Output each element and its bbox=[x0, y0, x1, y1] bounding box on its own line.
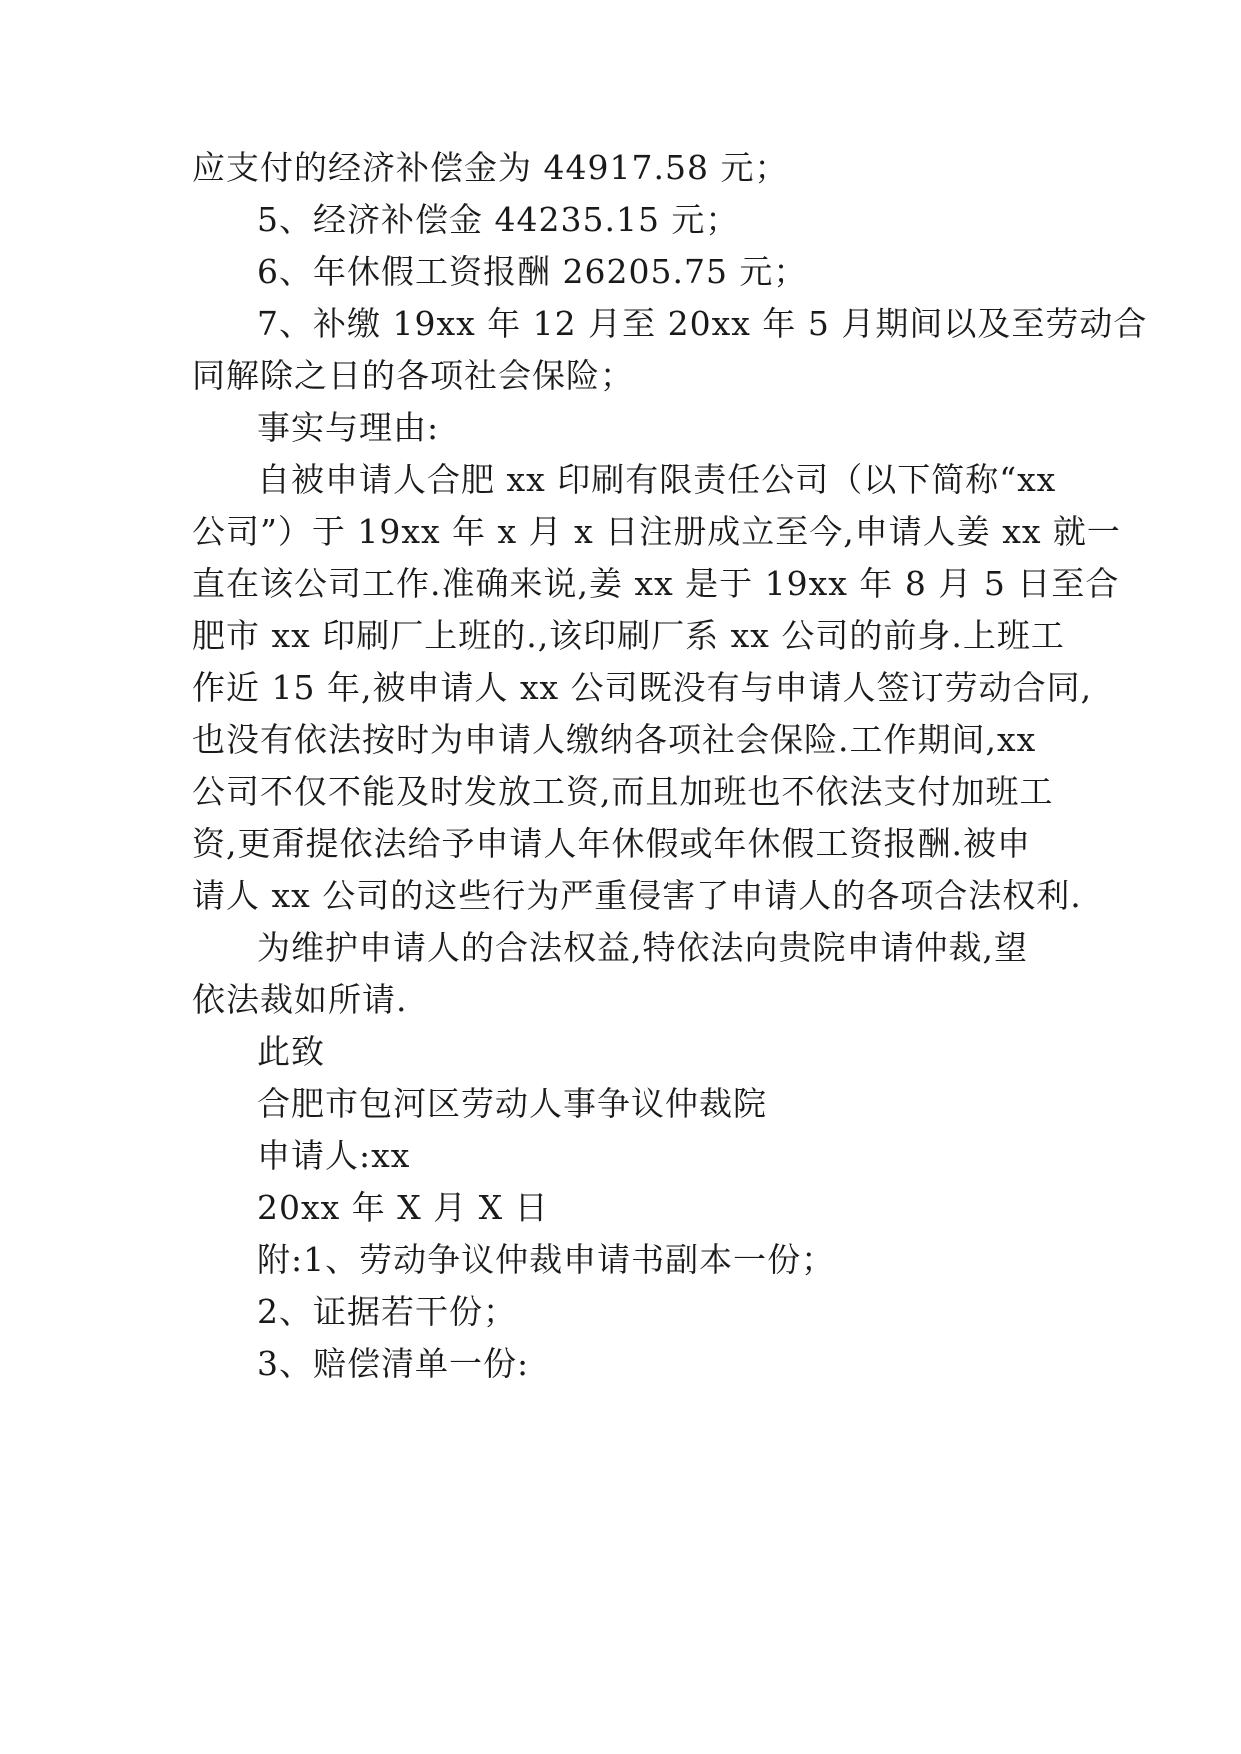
text-line: 7、补缴 19xx 年 12 月至 20xx 年 5 月期间以及至劳动合 bbox=[257, 304, 1148, 343]
text-line: 为维护申请人的合法权益,特依法向贵院申请仲裁,望 bbox=[257, 928, 1028, 967]
text-line: 也没有依法按时为申请人缴纳各项社会保险.工作期间,xx bbox=[192, 720, 1037, 759]
text-line: 依法裁如所请. bbox=[192, 980, 408, 1019]
attachment-item: 3、赔偿清单一份: bbox=[257, 1344, 530, 1383]
text-line: 6、年休假工资报酬 26205.75 元； bbox=[257, 252, 808, 291]
text-line: 资,更甭提依法给予申请人年休假或年休假工资报酬.被申 bbox=[192, 824, 1031, 863]
text-line: 同解除之日的各项社会保险； bbox=[192, 356, 634, 395]
text-line: 5、经济补偿金 44235.15 元； bbox=[257, 200, 740, 239]
applicant: 申请人:xx bbox=[257, 1136, 411, 1175]
text-line: 作近 15 年,被申请人 xx 公司既没有与申请人签订劳动合同, bbox=[192, 668, 1093, 707]
text-line: 请人 xx 公司的这些行为严重侵害了申请人的各项合法权利. bbox=[192, 876, 1082, 915]
attachment-item: 附:1、劳动争议仲裁申请书副本一份； bbox=[257, 1240, 836, 1279]
date: 20xx 年 X 月 X 日 bbox=[257, 1188, 549, 1227]
recipient: 合肥市包河区劳动人事争议仲裁院 bbox=[257, 1084, 767, 1123]
text-line: 直在该公司工作.准确来说,姜 xx 是于 19xx 年 8 月 5 日至合 bbox=[192, 564, 1120, 603]
section-heading: 事实与理由: bbox=[257, 408, 440, 447]
text-line: 公司不仅不能及时发放工资,而且加班也不依法支付加班工 bbox=[192, 772, 1054, 811]
text-line: 公司”）于 19xx 年 x 月 x 日注册成立至今,申请人姜 xx 就一 bbox=[192, 512, 1121, 551]
text-line: 自被申请人合肥 xx 印刷有限责任公司（以下简称“xx bbox=[257, 460, 1057, 499]
attachment-item: 2、证据若干份； bbox=[257, 1292, 517, 1331]
closing-salutation: 此致 bbox=[257, 1032, 325, 1071]
text-line: 肥市 xx 印刷厂上班的.,该印刷厂系 xx 公司的前身.上班工 bbox=[192, 616, 1065, 655]
text-line: 应支付的经济补偿金为 44917.58 元； bbox=[192, 148, 789, 187]
